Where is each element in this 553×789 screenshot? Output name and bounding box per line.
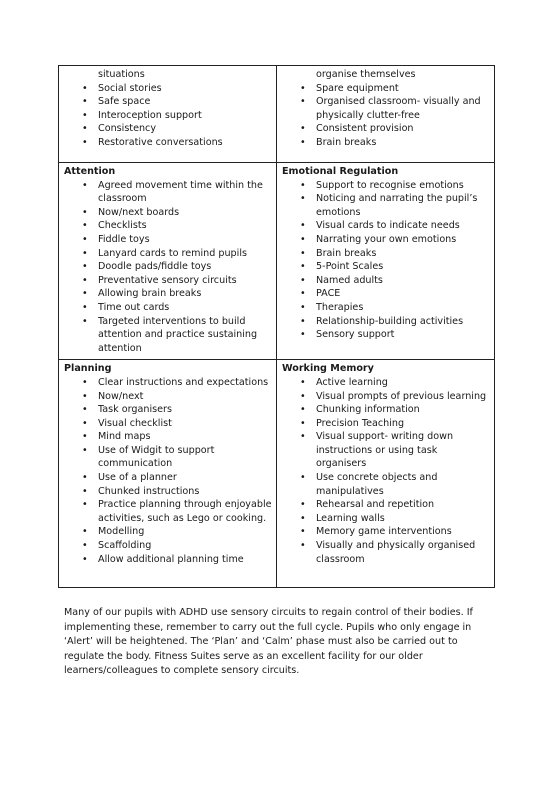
sensory-circuits-paragraph: Many of our pupils with ADHD use sensory circuits to regain control of their bodies. If implementing these, remember to carry out the full cycle. Pupils who only engage in ‘Alert’ will be heightened. The ‘Plan’ and ‘Calm’ phase must also be carried out to regulate the body. Fitness Suites serve as an excellent facility for our older learners/colleagues to complete sensory circuits. — [64, 607, 473, 677]
list-item: • Doodle pads/fiddle toys — [98, 260, 272, 274]
list-item: • Consistency — [98, 122, 272, 136]
list-item: • Learning walls — [316, 512, 490, 526]
cell-working-memory — [277, 360, 495, 588]
list-item: • Organised classroom- visually and physically clutter-free — [316, 95, 490, 122]
list-item: • Preventative sensory circuits — [98, 274, 272, 288]
list-item: • Noticing and narrating the pupil’s emotions — [316, 192, 490, 219]
list-top-right — [282, 68, 490, 150]
list-item-continued: situations — [98, 69, 145, 80]
cell-top-left — [59, 66, 277, 163]
emotional-regulation-heading: Emotional Regulation — [282, 166, 399, 177]
planning-list — [64, 376, 272, 566]
list-item: • Allow additional planning time — [98, 553, 272, 567]
list-item: • Now/next boards — [98, 206, 272, 220]
strategies-table — [58, 65, 495, 588]
cell-attention — [59, 163, 277, 360]
list-item: • Clear instructions and expectations — [98, 376, 272, 390]
list-item: • Brain breaks — [316, 247, 490, 261]
cell-planning — [59, 360, 277, 588]
list-item: • Relationship-building activities — [316, 315, 490, 329]
list-item: • Active learning — [316, 376, 490, 390]
list-item: • Interoception support — [98, 109, 272, 123]
list-item: • Visual prompts of previous learning — [316, 390, 490, 404]
planning-heading: Planning — [64, 363, 112, 375]
list-item: • PACE — [316, 287, 490, 301]
list-item: • Allowing brain breaks — [98, 287, 272, 301]
list-item: • Therapies — [316, 301, 490, 315]
list-item: • Named adults — [316, 274, 490, 288]
list-item: • Fiddle toys — [98, 233, 272, 247]
list-item: • Spare equipment — [316, 82, 490, 96]
list-item: • Agreed movement time within the classroom — [98, 179, 272, 206]
working-memory-heading: Working Memory — [282, 363, 374, 375]
list-item: • Mind maps — [98, 430, 272, 444]
cell-top-right — [277, 66, 495, 163]
list-item: • Practice planning through enjoyable activities, such as Lego or cooking. — [98, 498, 272, 525]
list-item: • Use concrete objects and manipulatives — [316, 471, 490, 498]
list-item-continued: organise themselves — [316, 69, 416, 80]
attention-list — [64, 179, 272, 356]
list-item: • Sensory support — [316, 328, 490, 342]
list-item: • Scaffolding — [98, 539, 272, 553]
list-item: • Consistent provision — [316, 122, 490, 136]
list-item: • Brain breaks — [316, 136, 490, 150]
list-item: • Time out cards — [98, 301, 272, 315]
list-item: • Narrating your own emotions — [316, 233, 490, 247]
list-item: • Chunking information — [316, 403, 490, 417]
list-item: • Restorative conversations — [98, 136, 272, 150]
list-item: • Visually and physically organised classroom — [316, 539, 490, 566]
list-item: • Visual support- writing down instructions or using task organisers — [316, 430, 490, 471]
list-item: • Modelling — [98, 525, 272, 539]
list-item: • Use of a planner — [98, 471, 272, 485]
working-memory-list — [282, 376, 490, 566]
list-item: • Social stories — [98, 82, 272, 96]
emotional-regulation-list — [282, 179, 490, 342]
cell-emotional-regulation — [277, 163, 495, 360]
list-top-left — [64, 68, 272, 150]
list-item: • Safe space — [98, 95, 272, 109]
list-item: • Task organisers — [98, 403, 272, 417]
list-item: • Targeted interventions to build attention and practice sustaining attention — [98, 315, 272, 356]
list-item: • Chunked instructions — [98, 485, 272, 499]
list-item: • Checklists — [98, 219, 272, 233]
list-item: • Support to recognise emotions — [316, 179, 490, 193]
list-item: • Memory game interventions — [316, 525, 490, 539]
list-item: • Rehearsal and repetition — [316, 498, 490, 512]
list-item: • Visual checklist — [98, 417, 272, 431]
list-item: • 5-Point Scales — [316, 260, 490, 274]
list-item: • Visual cards to indicate needs — [316, 219, 490, 233]
attention-heading: Attention — [64, 166, 116, 177]
list-item: • Lanyard cards to remind pupils — [98, 247, 272, 261]
list-item: • Precision Teaching — [316, 417, 490, 431]
list-item: • Now/next — [98, 390, 272, 404]
list-item: • Use of Widgit to support communication — [98, 444, 272, 471]
